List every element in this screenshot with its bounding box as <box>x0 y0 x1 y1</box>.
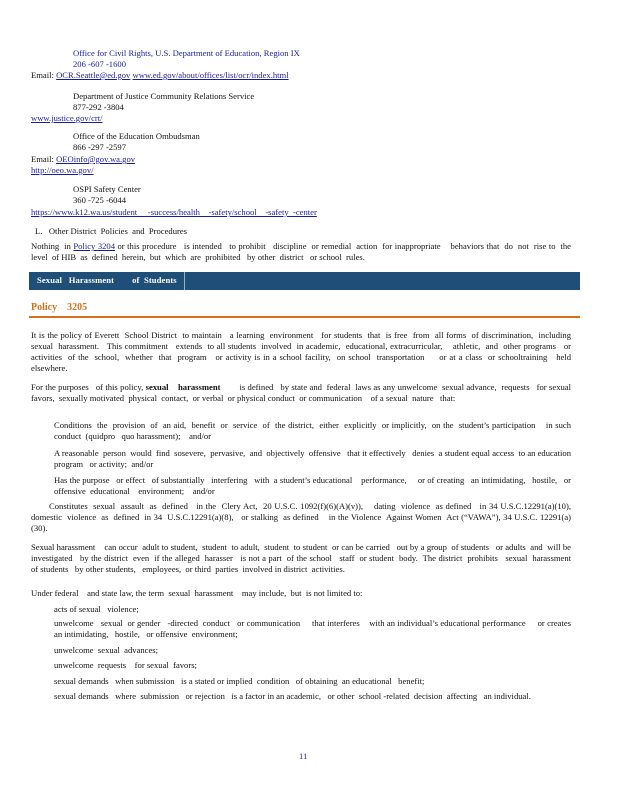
list-item: sexual demands where submission or rejection is a factor in an academic, or other school -related decision affecting an individual. <box>54 691 531 701</box>
section-l-paragraph: Nothing in Policy 3204 or this procedure is intended to prohibit discipline or remedial action for inappropriate behaviors that do not rise to the level of HIB as defined herein, but which are prohibited by other district or school rules. <box>31 241 576 262</box>
list-item: unwelcome requests for sexual favors; <box>54 660 197 670</box>
contact-phone: 360 -725 -6044 <box>73 195 126 205</box>
section-heading: L. Other District Policies and Procedures <box>35 226 188 236</box>
section-banner <box>29 272 580 290</box>
contact-name: Office for Civil Rights, U.S. Department of Education, Region IX <box>73 48 300 58</box>
list-item: unwelcome sexual advances; <box>54 645 159 655</box>
website-link[interactable]: http://oeo.wa.gov/ <box>31 165 94 175</box>
website-link[interactable]: www.justice.gov/crt/ <box>31 113 103 123</box>
clery-paragraph: Constitutes sexual assault as defined in the Clery Act, 20 U.S.C. 1092(f)(6)(A)(v)), dating violence as defined in 34 U.S.C.12291(a)(10), domestic violence as defined in 34 U.S.C.12291(a)(8), or stalking as defined in the Violence Against Women Act (“VAWA”), 34 U.S.C. 12291(a)(30). <box>31 501 578 533</box>
banner-title: Sexual Harassment of Students <box>37 275 177 285</box>
contact-phone: 877-292 -3804 <box>73 102 124 112</box>
list-item: acts of sexual violence; <box>54 604 139 614</box>
contact-name: Office of the Education Ombudsman <box>73 131 200 141</box>
email-link[interactable]: OEOinfo@gov.wa.gov <box>56 154 136 164</box>
condition-item: A reasonable person would find sosevere, pervasive, and objectively offensive that it effectively denies a student equal access to an education program or activity; and/or <box>54 448 580 469</box>
condition-item: Conditions the provision of an aid, benefit or service of the district, either explicitly or implicitly, on the student’s participation in such conduct (quidpro quo harassment); and/or <box>54 420 574 441</box>
policy-link[interactable]: Policy 3204 <box>73 241 116 251</box>
condition-item: Has the purpose or effect of substantially interfering with a student’s educational performance, or of creating an intimidating, hostile, or offensive educational environment; and/or <box>54 475 574 496</box>
email-label: Email: <box>31 70 54 80</box>
contact-name: Department of Justice Community Relations Service <box>73 91 255 101</box>
policy-title: Policy 3205 <box>31 302 88 313</box>
website-link[interactable]: www.ed.gov/about/offices/list/ocr/index.html <box>132 70 289 80</box>
include-paragraph: Under federal and state law, the term sexual harassment may include, but is not limited to: <box>31 588 363 598</box>
list-item: unwelcome sexual or gender -directed conduct or communication that interferes with an individual’s educational performance or creates an intimidating, hostile, or offensive environment; <box>54 618 578 639</box>
email-label: Email: <box>31 154 54 164</box>
list-item: sexual demands when submission is a stated or implied condition of obtaining an educational benefit; <box>54 676 425 686</box>
contact-name: OSPI Safety Center <box>73 184 141 194</box>
definition-paragraph: For the purposes of this policy, sexual harassment is defined by state and federal laws as any unwelcome sexual advance, requests for sexual favors, sexually motivated physical contact, or verbal or physical conduct or communication of a sexual nature that: <box>31 382 576 403</box>
website-link[interactable]: https://www.k12.wa.us/student -success/health -safety/school -safety -center <box>31 207 317 217</box>
contact-phone: 866 -297 -2597 <box>73 142 126 152</box>
title-rule <box>29 316 580 318</box>
contact-phone: 206 -607 -1600 <box>73 59 126 69</box>
page-number: 11 <box>299 751 308 761</box>
email-link[interactable]: OCR.Seattle@ed.gov <box>56 70 131 80</box>
occurrence-paragraph: Sexual harassment can occur adult to student, student to adult, student to student or can be carried out by a group of students or adults and will be investigated by the district even if the alleged harasser is not a part of the school staff or student body. The district prohibits sexual harassment of students by other students, employees, or third parties involved in district activities. <box>31 542 580 574</box>
intro-paragraph: It is the policy of Everett School District to maintain a learning environment for students that is free from all forms of discrimination, including sexual harassment. This commitment extends to all students involved in academic, educational, extracurricular, athletic, and other programs or activities of the school, whether that program or activity is in a school facility, on school transportation or at a class or schooltraining held elsewhere. <box>31 330 576 373</box>
defined-term: sexual harassment <box>145 382 221 392</box>
